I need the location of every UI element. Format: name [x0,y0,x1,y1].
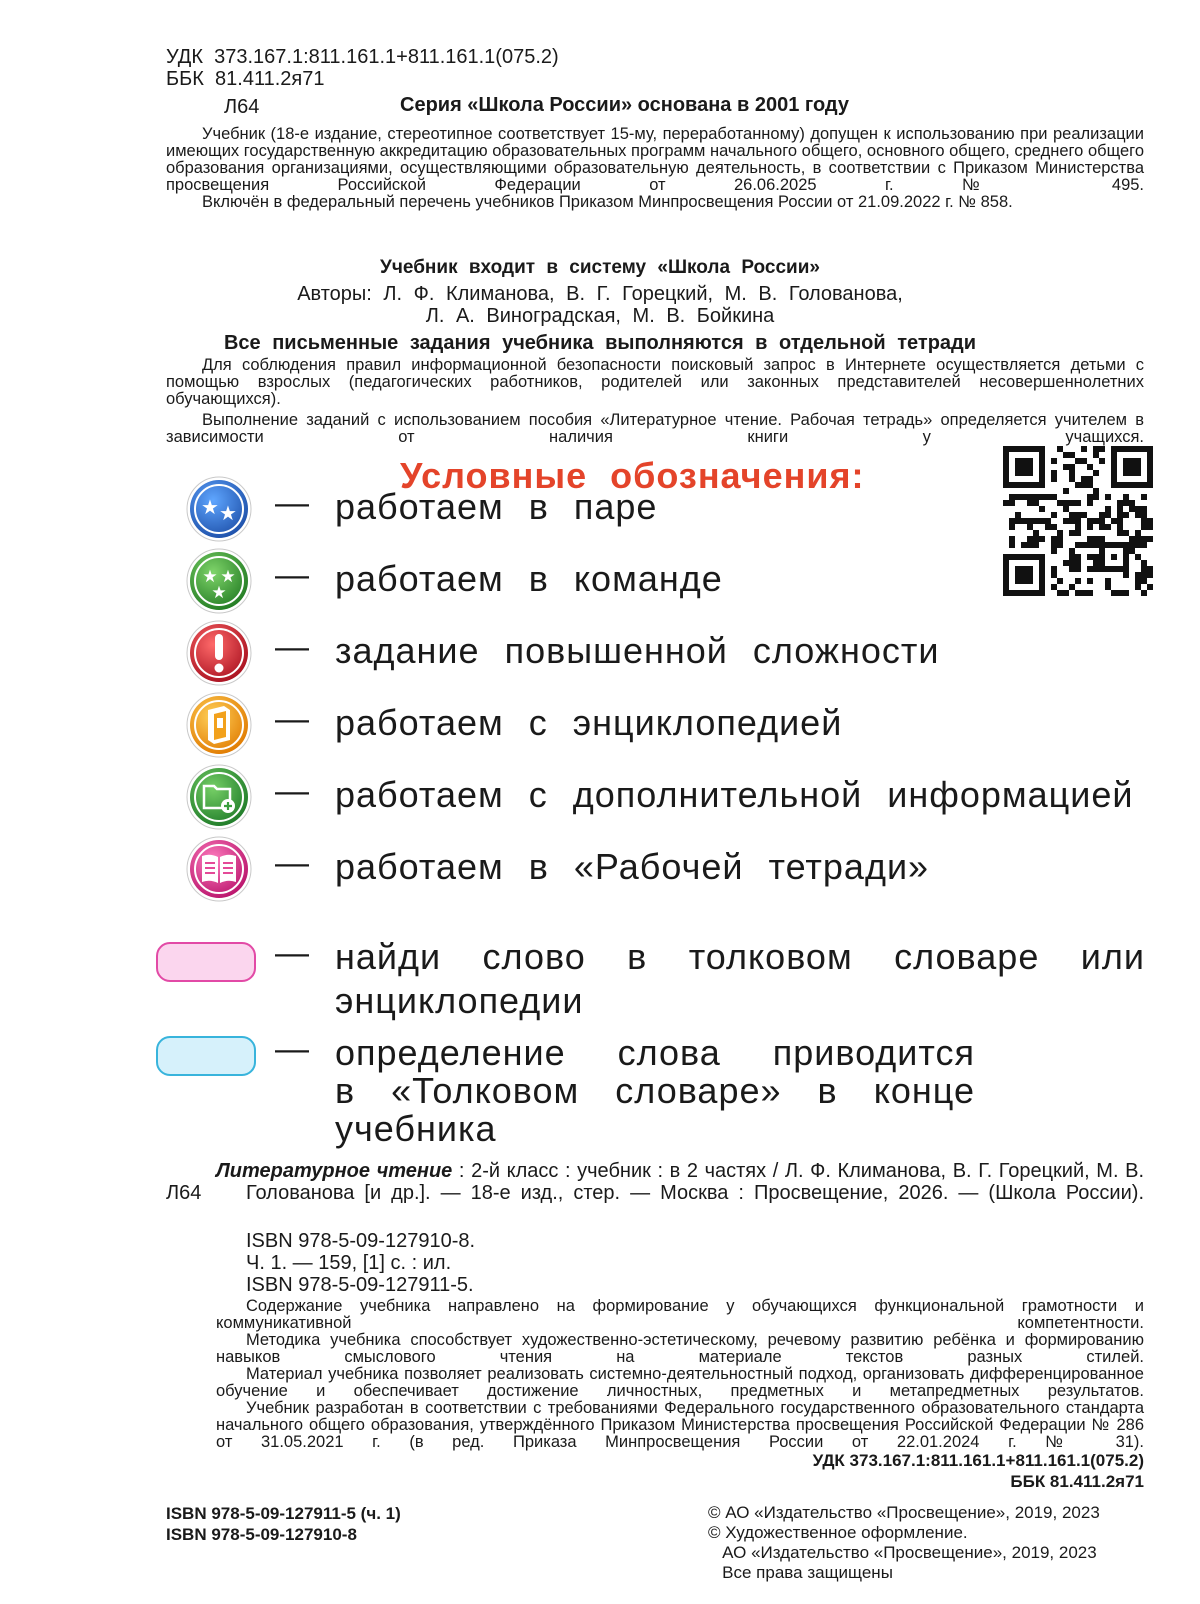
bbk-code-footer: ББК 81.411.2я71 [1010,1472,1144,1491]
system-note: Учебник входит в систему «Школа России» [380,257,820,278]
copyright-line-3: АО «Издательство «Просвещение», 2019, 2023 [708,1543,1097,1562]
copyright-block [708,1503,1100,1583]
catalog-title: Литературное чтение [216,1160,453,1182]
catalog-isbn-set: ISBN 978-5-09-127910-8. [246,1230,476,1252]
catalog-isbn-block [246,1230,475,1296]
legend-dash: — [275,556,309,594]
annotation-p1: Содержание учебника направлено на формирование у обучающихся функциональной грамотности и коммуникативной компетентности. [216,1297,1144,1332]
legend-text-hard: задание повышенной сложности [335,630,940,671]
svg-text:★: ★ [220,567,236,587]
catalog-part: Ч. 1. — 159, [1] с. : ил. [246,1252,452,1274]
isbn-set-footer: ISBN 978-5-09-127910-8 [166,1525,357,1544]
legend-text-team: работаем в команде [335,558,723,599]
authors-line-1: Авторы: Л. Ф. Климанова, В. Г. Горецкий, М. В. Голованова, [297,283,903,305]
workbook-icon [186,836,252,902]
udk-bbk-footer [770,1450,1144,1492]
copyright-line-4: Все права защищены [708,1563,893,1582]
svg-text:★: ★ [219,501,237,525]
copyright-line-2: © Художественное оформление. [708,1523,968,1542]
legend-dash: — [275,772,309,810]
legend-text-definition-line3: учебника [335,1108,497,1149]
legend-dash: — [275,484,309,522]
udk-code: УДК 373.167.1:811.161.1+811.161.1(075.2) [166,46,559,68]
pair-stars-icon [186,476,252,542]
legend-text-dictionary-line2: энциклопедии [335,980,584,1021]
folder-plus-icon [186,764,252,830]
written-tasks-note: Все письменные задания учебника выполняются в отдельной тетради [223,332,977,354]
legend-title: Условные обозначения: [400,455,865,496]
author-sign: Л64 [224,96,260,118]
annotation-p2: Методика учебника способствует художественно-эстетическому, речевому развитию ребёнка и формированию навыков смыслового чтения на материале текстов разных стилей. [216,1331,1144,1366]
annotation-block [216,1298,1144,1451]
catalog-record [166,1160,1144,1204]
qr-code-icon[interactable] [1003,446,1153,596]
federal-list-paragraph: Включён в федеральный перечень учебников Приказом Минпросвещения России от 21.09.2022 г. № 858. [202,193,1013,211]
catalog-details: : 2-й класс : учебник : в 2 частях / Л. Ф. Климанова, В. Г. Горецкий, М. В. Голованова [и др.]. — 18-е изд., стер. — Москва : Просвещение, 2026. — (Школа России). [246,1160,1145,1204]
permit-paragraph: Учебник (18-е издание, стереотипное соответствует 15-му, переработанному) допущен к использованию при реализации имеющих государственную аккредитацию образовательных программ начального общего, основного общего, среднего общего образования организациями, осуществляющими образовательную деятельность, в соответствии с Приказом Министерства просвещения Российской Федерации от 26.06.2025 г. № 495. [166,125,1144,194]
team-stars-icon [186,548,252,614]
copyright-line-1: © АО «Издательство «Просвещение», 2019, 2023 [708,1503,1100,1522]
annotation-p4: Учебник разработан в соответствии с требованиями Федерального государственного образовательного стандарта начального общего образования, утверждённого Приказом Министерства просвещения Российской Федерации № 286 от 31.05.2021 г. (в ред. Приказа Минпросвещения России от 22.01.2024 г. № 31). [216,1399,1144,1451]
pink-highlight-swatch [156,942,256,982]
svg-text:★: ★ [211,583,227,603]
legend-dash: — [275,700,309,738]
udk-code-footer: УДК 373.167.1:811.161.1+811.161.1(075.2) [812,1451,1144,1470]
svg-text:★: ★ [202,567,218,587]
catalog-card [166,1160,1144,1204]
udk-bbk-header [166,46,559,90]
legend-dash: — [275,1030,309,1068]
exclamation-icon [186,620,252,686]
legend-dash: — [275,628,309,666]
blue-highlight-swatch [156,1036,256,1076]
encyclopedia-icon [186,692,252,758]
authors-line-2: Л. А. Виноградская, М. В. Бойкина [425,305,775,327]
legend-text-workbook: работаем в «Рабочей тетради» [335,846,930,887]
legend-text-encyclopedia: работаем с энциклопедией [335,702,843,743]
legend-text-dictionary-line1: найди слово в толковом словаре или [335,936,1145,977]
permit-block [166,126,1144,211]
legend-text-pair: работаем в паре [335,486,658,527]
isbn-part-footer: ISBN 978-5-09-127911-5 (ч. 1) [166,1504,401,1523]
catalog-author-sign: Л64 [166,1182,202,1204]
authors [0,283,1200,327]
legend-text-definition-line1: определение слова приводится [335,1032,975,1073]
isbn-footer [166,1503,401,1545]
series-note: Серия «Школа России» основана в 2001 году [400,94,849,116]
workbook-paragraph: Выполнение заданий с использованием пособия «Литературное чтение. Рабочая тетрадь» определяется учителем в зависимости от наличия книги у учащихся. [166,411,1144,446]
legend-dash: — [275,934,309,972]
legend-text-additional: работаем с дополнительной информацией [335,774,1134,815]
legend-text-definition-line2: в «Толковом словаре» в конце [335,1070,975,1111]
bbk-code: ББК 81.411.2я71 [166,68,325,90]
legend-dash: — [275,844,309,882]
safety-block [166,357,1144,450]
annotation-p3: Материал учебника позволяет реализовать системно-деятельностный подход, организовать дифференцированное обучение и обеспечивает достижение личностных, предметных и метапредметных результатов. [216,1365,1144,1400]
svg-text:★: ★ [201,495,219,519]
catalog-isbn-part: ISBN 978-5-09-127911-5. [246,1274,474,1296]
safety-paragraph: Для соблюдения правил информационной безопасности поисковый запрос в Интернете осуществляется детьми с помощью взрослых (педагогических работников, родителей или законных представителей несовершеннолетних обучающихся). [166,356,1144,408]
